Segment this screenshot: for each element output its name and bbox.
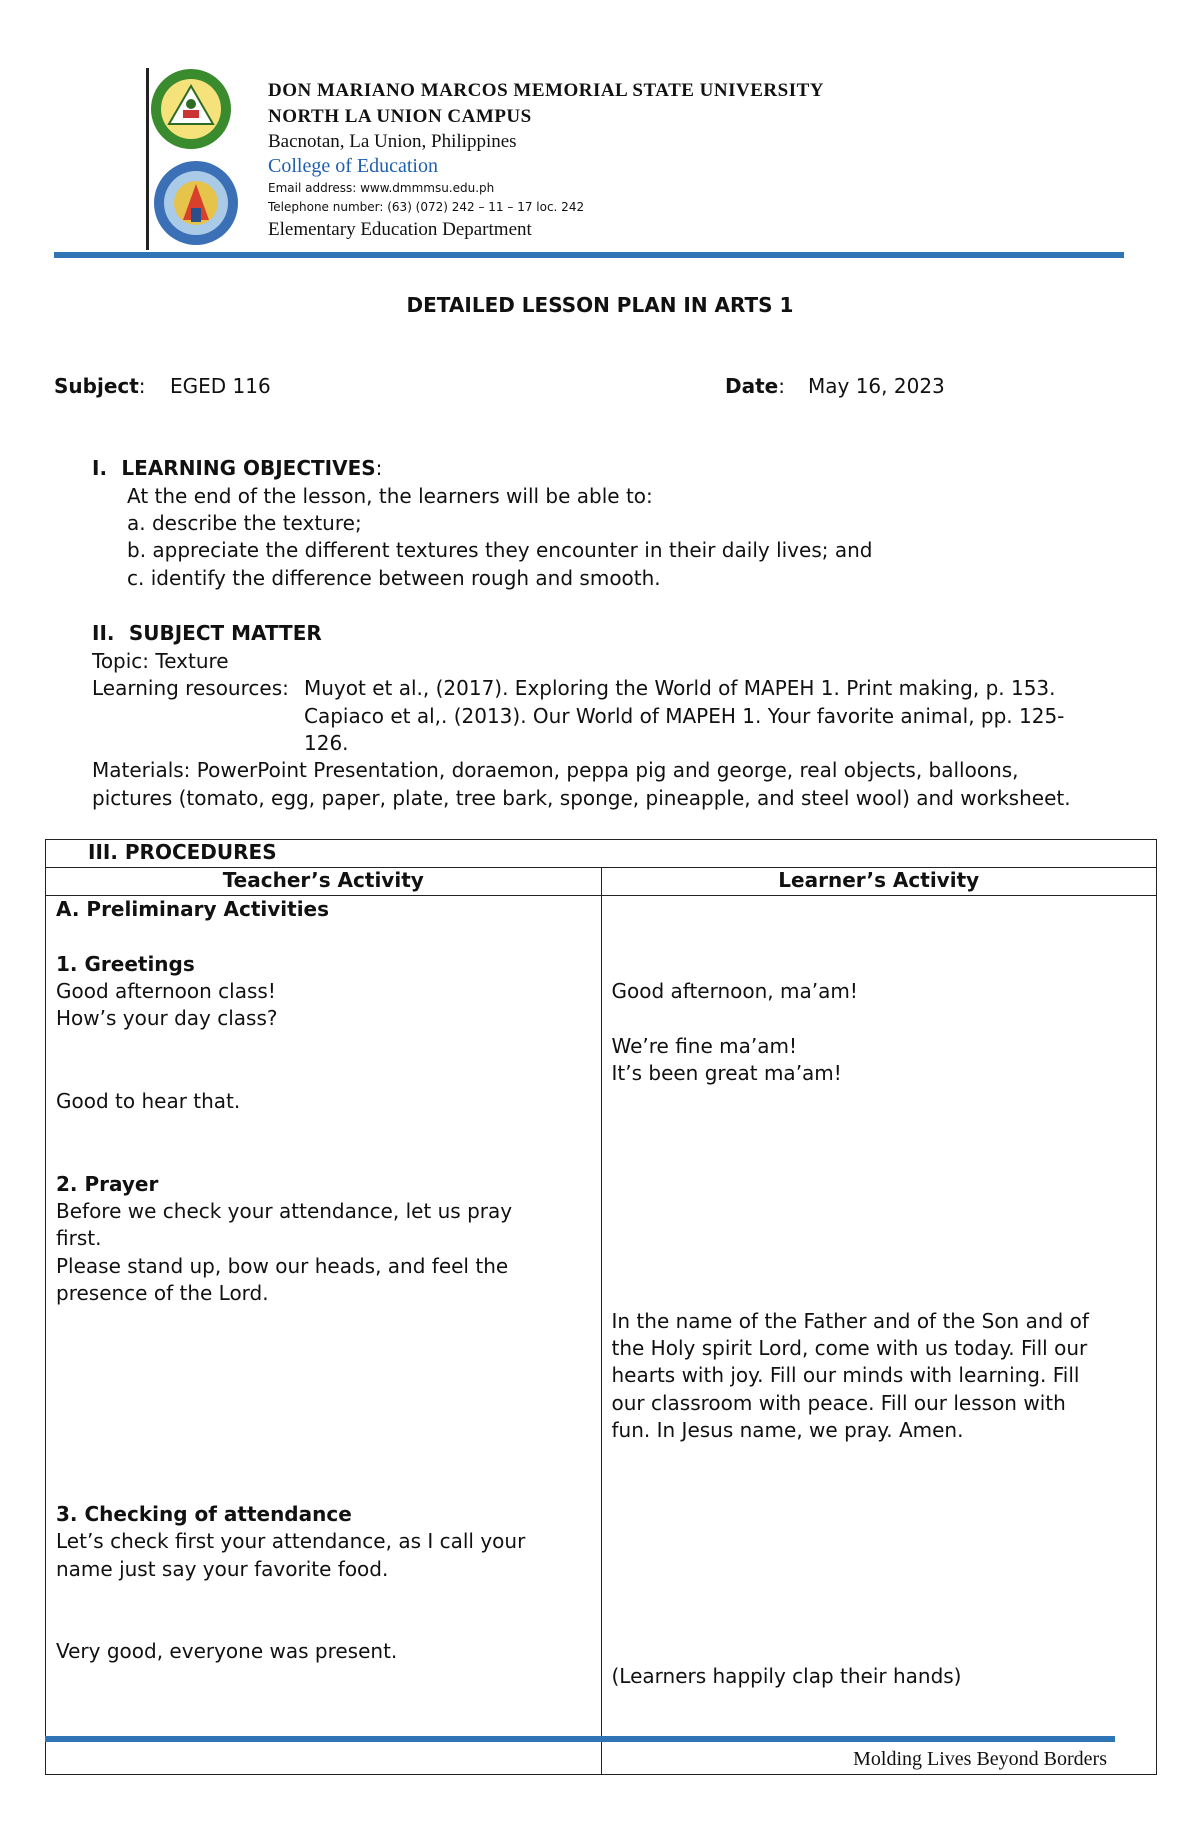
header-divider <box>146 68 149 250</box>
procedures-heading-text: III. PROCEDURES <box>88 840 277 864</box>
learner-line: hearts with joy. Fill our minds with learning. Fill <box>611 1363 1080 1387</box>
department-name: Elementary Education Department <box>268 219 532 240</box>
page-title: DETAILED LESSON PLAN IN ARTS 1 <box>406 293 794 317</box>
attendance-heading: 3. Checking of attendance <box>56 1502 352 1526</box>
learner-line: our classroom with peace. Fill our lesson with <box>611 1391 1066 1415</box>
objective-item: b. appreciate the different textures they encounter in their daily lives; and <box>127 538 873 562</box>
procedures-heading <box>46 840 1157 868</box>
topic: Topic: Texture <box>92 649 229 673</box>
objectives-title: LEARNING OBJECTIVES <box>121 456 376 480</box>
resources-label: Learning resources: <box>92 676 289 700</box>
teacher-line: Good afternoon class! <box>56 979 276 1003</box>
campus-address: Bacnotan, La Union, Philippines <box>268 131 517 152</box>
email-address: Email address: www.dmmmsu.edu.ph <box>268 181 495 195</box>
teacher-line: Please stand up, bow our heads, and feel the <box>56 1254 509 1278</box>
header-bar <box>54 252 1124 258</box>
resource-item: Muyot et al., (2017). Exploring the World of MAPEH 1. Print making, p. 153. <box>304 676 1056 700</box>
college-name: College of Education <box>268 155 438 177</box>
learner-activity-cell <box>601 896 1157 1775</box>
learner-line: (Learners happily clap their hands) <box>611 1664 962 1688</box>
prayer-heading: 2. Prayer <box>56 1172 159 1196</box>
objectives-intro: At the end of the lesson, the learners will be able to: <box>127 484 653 508</box>
teacher-column-header: Teacher’s Activity <box>46 868 602 896</box>
greetings-heading: 1. Greetings <box>56 952 195 976</box>
objectives-number: I. <box>92 456 108 480</box>
date-label: Date <box>725 374 779 398</box>
teacher-activity-cell <box>46 896 602 1775</box>
procedures-table <box>45 839 1157 1775</box>
subject-label: Subject <box>54 374 139 398</box>
prelim-heading: A. Preliminary Activities <box>56 897 330 921</box>
subject-matter-title: SUBJECT MATTER <box>128 621 322 645</box>
teacher-line: presence of the Lord. <box>56 1281 269 1305</box>
learner-line: fun. In Jesus name, we pray. Amen. <box>611 1418 964 1442</box>
footer-motto: Molding Lives Beyond Borders <box>853 1748 1107 1770</box>
university-seal-logo <box>147 68 235 150</box>
learner-line: Good afternoon, ma’am! <box>611 979 858 1003</box>
date-row: Date: <box>725 374 785 398</box>
date-value: May 16, 2023 <box>808 374 945 398</box>
learner-line: It’s been great ma’am! <box>611 1061 842 1085</box>
teacher-line: name just say your favorite food. <box>56 1557 389 1581</box>
resource-item: Capiaco et al,. (2013). Our World of MAPEH 1. Your favorite animal, pp. 125- <box>304 704 1065 728</box>
university-name: DON MARIANO MARCOS MEMORIAL STATE UNIVERSITY <box>268 80 824 101</box>
subject-matter-number: II. <box>92 621 115 645</box>
subject-row: Subject: <box>54 374 146 398</box>
materials-line: pictures (tomato, egg, paper, plate, tree bark, sponge, pineapple, and steel wool) and worksheet. <box>92 786 1071 810</box>
resource-item-cont: 126. <box>304 731 349 755</box>
college-seal-logo <box>153 160 239 246</box>
teacher-line: Before we check your attendance, let us pray <box>56 1199 513 1223</box>
learner-line: the Holy spirit Lord, come with us today. Fill our <box>611 1336 1088 1360</box>
teacher-line: Let’s check first your attendance, as I call your <box>56 1529 526 1553</box>
footer-bar <box>45 1736 1115 1742</box>
subject-matter-heading <box>92 620 322 647</box>
teacher-line: How’s your day class? <box>56 1006 278 1030</box>
campus-name: NORTH LA UNION CAMPUS <box>268 106 532 127</box>
subject-value: EGED 116 <box>170 374 271 398</box>
learner-line: We’re fine ma’am! <box>611 1034 797 1058</box>
materials-line: Materials: PowerPoint Presentation, doraemon, peppa pig and george, real objects, balloons, <box>92 758 1019 782</box>
teacher-line: Good to hear that. <box>56 1089 241 1113</box>
objectives-heading: I. LEARNING OBJECTIVES: <box>92 456 383 480</box>
objective-item: c. identify the difference between rough and smooth. <box>127 566 661 590</box>
teacher-line: first. <box>56 1226 102 1250</box>
teacher-line: Very good, everyone was present. <box>56 1639 398 1663</box>
learner-column-header: Learner’s Activity <box>601 868 1157 896</box>
objective-item: a. describe the texture; <box>127 511 362 535</box>
learner-line: In the name of the Father and of the Son and of <box>611 1309 1089 1333</box>
telephone-number: Telephone number: (63) (072) 242 – 11 – 17 loc. 242 <box>268 200 585 214</box>
